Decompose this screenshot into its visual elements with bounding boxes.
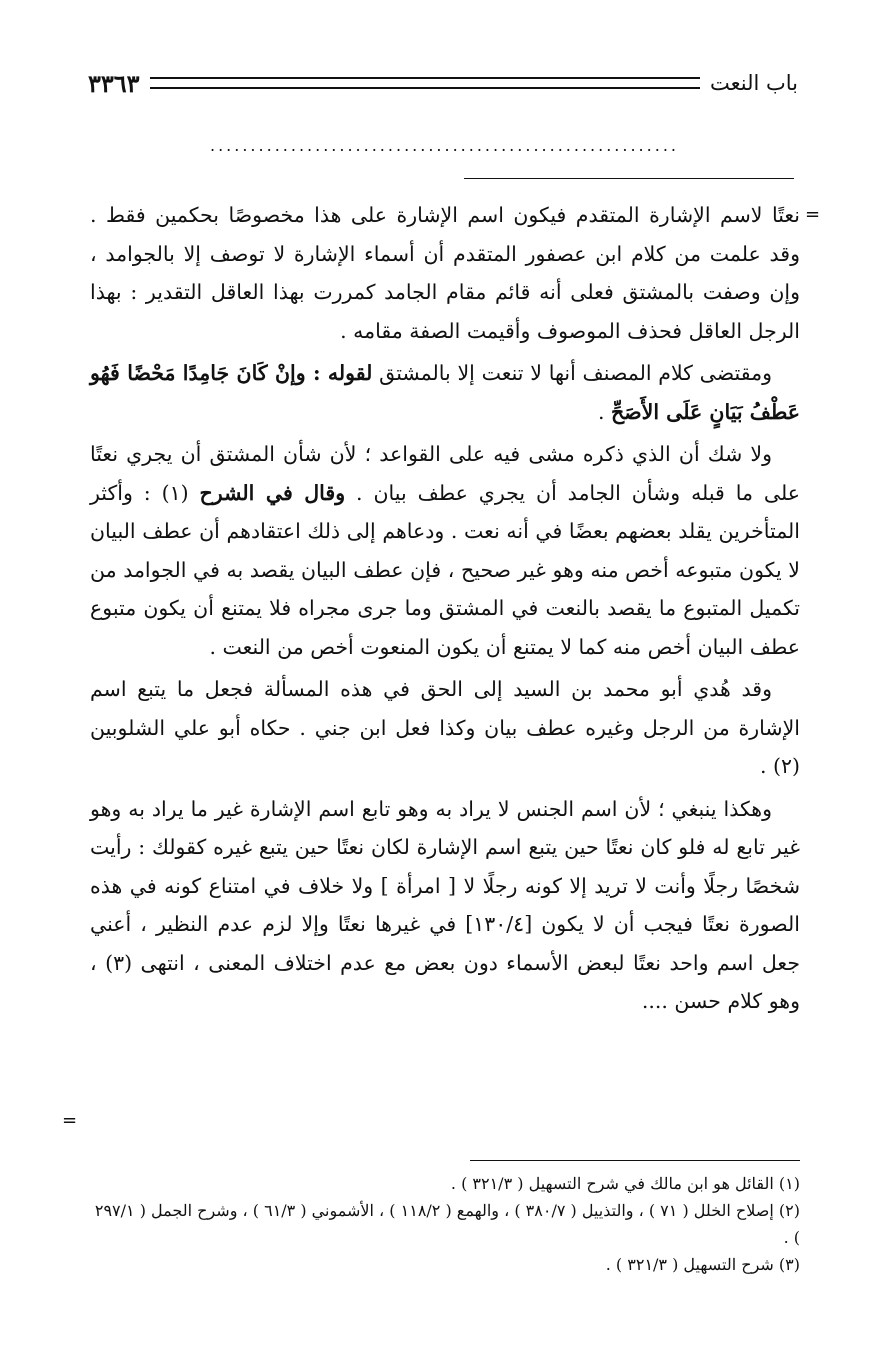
paragraph-3-text: ولا شك أن الذي ذكره مشى فيه على القواعد ؛ لأن شأن المشتق أن يجري نعتًا على ما قبله وشأن الجامد أن يجري عطف بيان . (90, 442, 801, 505)
paragraph-1: نعتًا لاسم الإشارة المتقدم فيكون اسم الإشارة على هذا مخصوصًا بحكمين فقط . وقد علمت من كلام ابن عصفور المتقدم أن أسماء الإشارة لا توصف إلا بالجوامد ، وإن وصفت بالمشتق فعلى أنه قائم مقام الجامد كمررت بهذا العاقل التقدير : بهذا الرجل العاقل فحذف الموصوف وأقيمت الصفة مقامه . (90, 203, 800, 343)
footnote-rule (470, 1160, 800, 1161)
footnote-3: (٣) شرح التسهيل ( ٣٢١/٣ ) . (605, 1255, 800, 1274)
page-header (88, 66, 798, 100)
page-number: ٣٣٦٣ (88, 68, 140, 98)
paragraph-3-rest: : وأكثر المتأخرين يقلد بعضهم بعضًا في أنه نعت . ودعاهم إلى ذلك اعتقادهم أن عطف البيان لا يكون متبوعه أخص منه وهو غير صحيح ، فإن عطف البيان يقصد به في الجوامد من تكميل المتبوع ما يقصد بالنعت في المشتق وما جرى مجراه فلا يمتنع أن يكون متبوع عطف البيان أخص منه كما لا يمتنع أن يكون المنعوت أخص من النعت . (90, 480, 800, 659)
main-text (90, 196, 800, 1025)
paragraph-3-bold: وقال في الشرح (199, 480, 346, 505)
footnotes (90, 1170, 800, 1278)
dotted-separator: .......................................................... (210, 136, 679, 155)
paragraph-5: وهكذا ينبغي ؛ لأن اسم الجنس لا يراد به وهو تابع اسم الإشارة غير ما يراد به وهو غير تابع له فلو كان نعتًا حين يتبع اسم الإشارة لكان نعتًا حين يتبع غيره كقولك : رأيت شخصًا رجلًا وأنت لا تريد إلا كونه رجلًا لا [ امرأة ] ولا خلاف في امتناع كونه في هذه الصورة نعتًا فيجب أن لا يكون [١٣٠/٤] في غيرها نعتًا وإلا لزم عدم النظير ، أعني جعل اسم واحد نعتًا لبعض الأسماء دون بعض مع عدم اختلاف المعنى ، انتهى (٣) ، وهو كلام حسن .... (90, 796, 800, 1013)
paragraph-4: وقد هُدي أبو محمد بن السيد إلى الحق في هذه المسألة فجعل ما يتبع اسم الإشارة من الرجل وغيره عطف بيان وكذا فعل ابن جني . حكاه أبو علي الشلوبين (٢) . (90, 677, 800, 778)
paragraph-2-end: . (597, 399, 611, 424)
footnote-1: (١) القائل هو ابن مالك في شرح التسهيل ( ٣٢١/٣ ) . (450, 1174, 800, 1193)
footnote-2: (٢) إصلاح الخلل ( ٧١ ) ، والتذييل ( ٣٨٠/٧ ) ، والهمع ( ١١٨/٢ ) ، الأشموني ( ٦١/٣ ) ، وشرح الجمل ( ٢٩٧/١ ) . (94, 1201, 800, 1247)
footnote-ref-1: (١) (150, 480, 200, 505)
header-double-rule (150, 77, 700, 89)
paragraph-2-bold-quote: لقوله : وإنْ كَانَ جَامِدًا مَحْضًا فَهُو عَطْفُ بَيَانٍ عَلَى الأَصَحِّ (90, 361, 800, 424)
paragraph-3 (90, 435, 800, 666)
continuation-mark: = (805, 204, 821, 225)
end-mark: = (62, 1110, 78, 1131)
paragraph-2 (90, 354, 800, 431)
chapter-title: باب النعت (709, 71, 798, 95)
top-rule (464, 178, 794, 179)
paragraph-2-text: ومقتضى كلام المصنف أنها لا تنعت إلا بالمشتق (372, 361, 772, 385)
